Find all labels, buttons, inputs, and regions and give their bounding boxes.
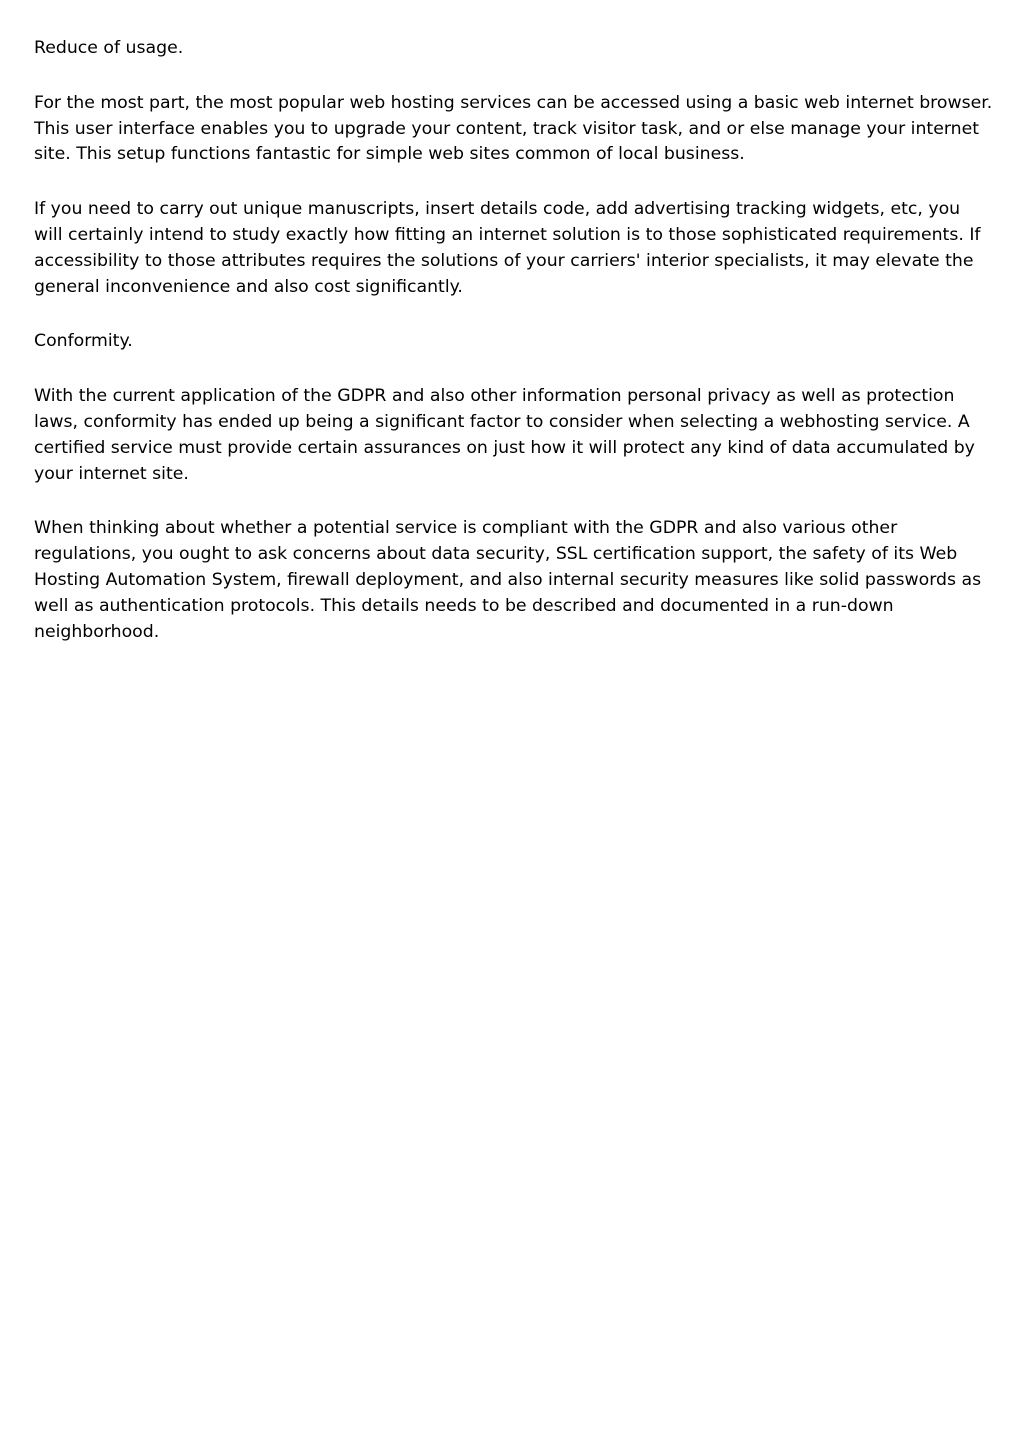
paragraph-gdpr-compliance-questions: When thinking about whether a potential service is compliant with the GDPR and also various other regulations, you ought to ask concerns about data security, SSL certification support, the safety of its Web Hosting Automation System, firewall deployment, and also internal security measures like solid passwords as well as authentication protocols. This details needs to be described and documented in a run-down neighborhood. (34, 518, 982, 642)
paragraph-custom-scripts: If you need to carry out unique manuscripts, insert details code, add advertising tracking widgets, etc, you will certainly intend to study exactly how fitting an internet solution is to those sophisticated requirements. If accessibility to those attributes requires the solutions of your carriers' interior specialists, it may elevate the general inconvenience and also cost significantly. (34, 199, 981, 297)
paragraph-web-browser-access: For the most part, the most popular web hosting services can be accessed using a basic web internet browser. This user interface enables you to upgrade your content, track visitor task, and or else manage your internet site. This setup functions fantastic for simple web sites common of local business. (34, 92, 993, 165)
heading-reduce-of-usage: Reduce of usage. (34, 38, 184, 58)
document-body (34, 36, 994, 674)
paragraph-gdpr-conformity: With the current application of the GDPR and also other information personal privacy as well as protection laws, conformity has ended up being a significant factor to consider when selecting a webhosting service. A certified service must provide certain assurances on just how it will protect any kind of data accumulated by your internet site. (34, 386, 975, 484)
heading-conformity: Conformity. (34, 331, 133, 352)
